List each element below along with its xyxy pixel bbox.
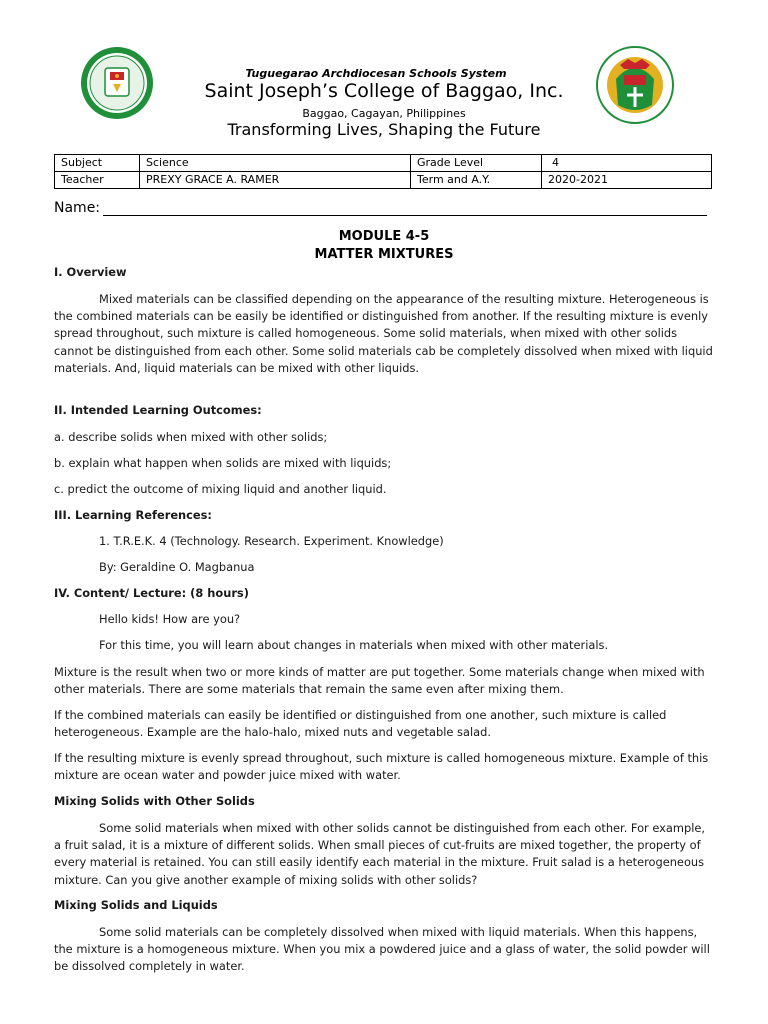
- module-info-table: [54, 154, 712, 189]
- term-value: 2020-2021: [542, 172, 712, 189]
- overview-heading: I. Overview: [54, 265, 127, 279]
- outcome-a: a. describe solids when mixed with other solids;: [54, 430, 328, 444]
- solids-text: Some solid materials when mixed with other solids cannot be distinguished from each other. For example, a fruit salad, it is a mixture of different solids. When small pieces of cut-fruits are mixed together, the property of every material is retained. You can still easily identify each material in the mixture. Fruit salad is a heterogeneous mixture. Can you give another example of mixing solids with other solids?: [54, 821, 705, 887]
- module-subtitle: MATTER MIXTURES: [314, 247, 454, 262]
- content-paragraph-3: If the resulting mixture is evenly spread throughout, such mixture is called homogeneous mixture. Example of this mixture are ocean water and powder juice mixed with water.: [54, 751, 709, 783]
- name-label: Name:: [54, 200, 101, 216]
- grade-level-label: Grade Level: [411, 155, 542, 172]
- content-intro: For this time, you will learn about changes in materials when mixed with other materials.: [99, 638, 609, 652]
- outcome-c: c. predict the outcome of mixing liquid and another liquid.: [54, 482, 387, 496]
- schools-system-name: Tuguegarao Archdiocesan Schools System: [245, 67, 507, 80]
- outcomes-heading: II. Intended Learning Outcomes:: [54, 403, 262, 417]
- content-paragraph-1: Mixture is the result when two or more kinds of matter are put together. Some materials change when mixed with other materials. There are some materials that remain the same even after mixing them.: [54, 665, 705, 697]
- references-heading: III. Learning References:: [54, 508, 212, 522]
- grade-level-value: 4: [542, 155, 712, 172]
- content-greeting: Hello kids! How are you?: [99, 612, 241, 626]
- overview-text: Mixed materials can be classified depending on the appearance of the resulting mixture. Heterogeneous is the combined materials can be easily be identified or distinguished from another. If the resulting mixture is evenly spread throughout, such mixture is called homogeneous. Some solid materials, when mixed with other solids cannot be distinguished from each other. Some solid materials cab be completely dissolved when mixed with liquid materials. And, liquid materials can be mixed with other liquids.: [54, 292, 713, 375]
- liquids-text: Some solid materials can be completely dissolved when mixed with liquid materials. When this happens, the mixture is a homogeneous mixture. When you mix a powdered juice and a glass of water, the solid powder will be dissolved completely in water.: [54, 925, 710, 974]
- college-motto: Transforming Lives, Shaping the Future: [227, 120, 541, 139]
- module-title: MODULE 4-5: [338, 229, 430, 244]
- name-underline: [103, 201, 707, 216]
- info-row-teacher: [55, 172, 712, 189]
- solids-heading: Mixing Solids with Other Solids: [54, 794, 255, 808]
- liquids-heading: Mixing Solids and Liquids: [54, 898, 218, 912]
- student-name-field[interactable]: [54, 200, 714, 216]
- teacher-label: Teacher: [55, 172, 140, 189]
- reference-author: By: Geraldine O. Magbanua: [99, 560, 255, 574]
- reference-item-1: 1. T.R.E.K. 4 (Technology. Research. Experiment. Knowledge): [99, 534, 444, 548]
- college-name: Saint Joseph’s College of Baggao, Inc.: [204, 80, 564, 102]
- content-heading: IV. Content/ Lecture: (8 hours): [54, 586, 249, 600]
- info-row-subject: [55, 155, 712, 172]
- term-label: Term and A.Y.: [411, 172, 542, 189]
- subject-value: Science: [140, 155, 411, 172]
- college-address: Baggao, Cagayan, Philippines: [302, 107, 466, 120]
- outcome-b: b. explain what happen when solids are mixed with liquids;: [54, 456, 392, 470]
- subject-label: Subject: [55, 155, 140, 172]
- content-paragraph-2: If the combined materials can easily be identified or distinguished from one another, such mixture is called heterogeneous. Example are the halo-halo, mixed nuts and vegetable salad.: [54, 708, 667, 740]
- teacher-value: PREXY GRACE A. RAMER: [140, 172, 411, 189]
